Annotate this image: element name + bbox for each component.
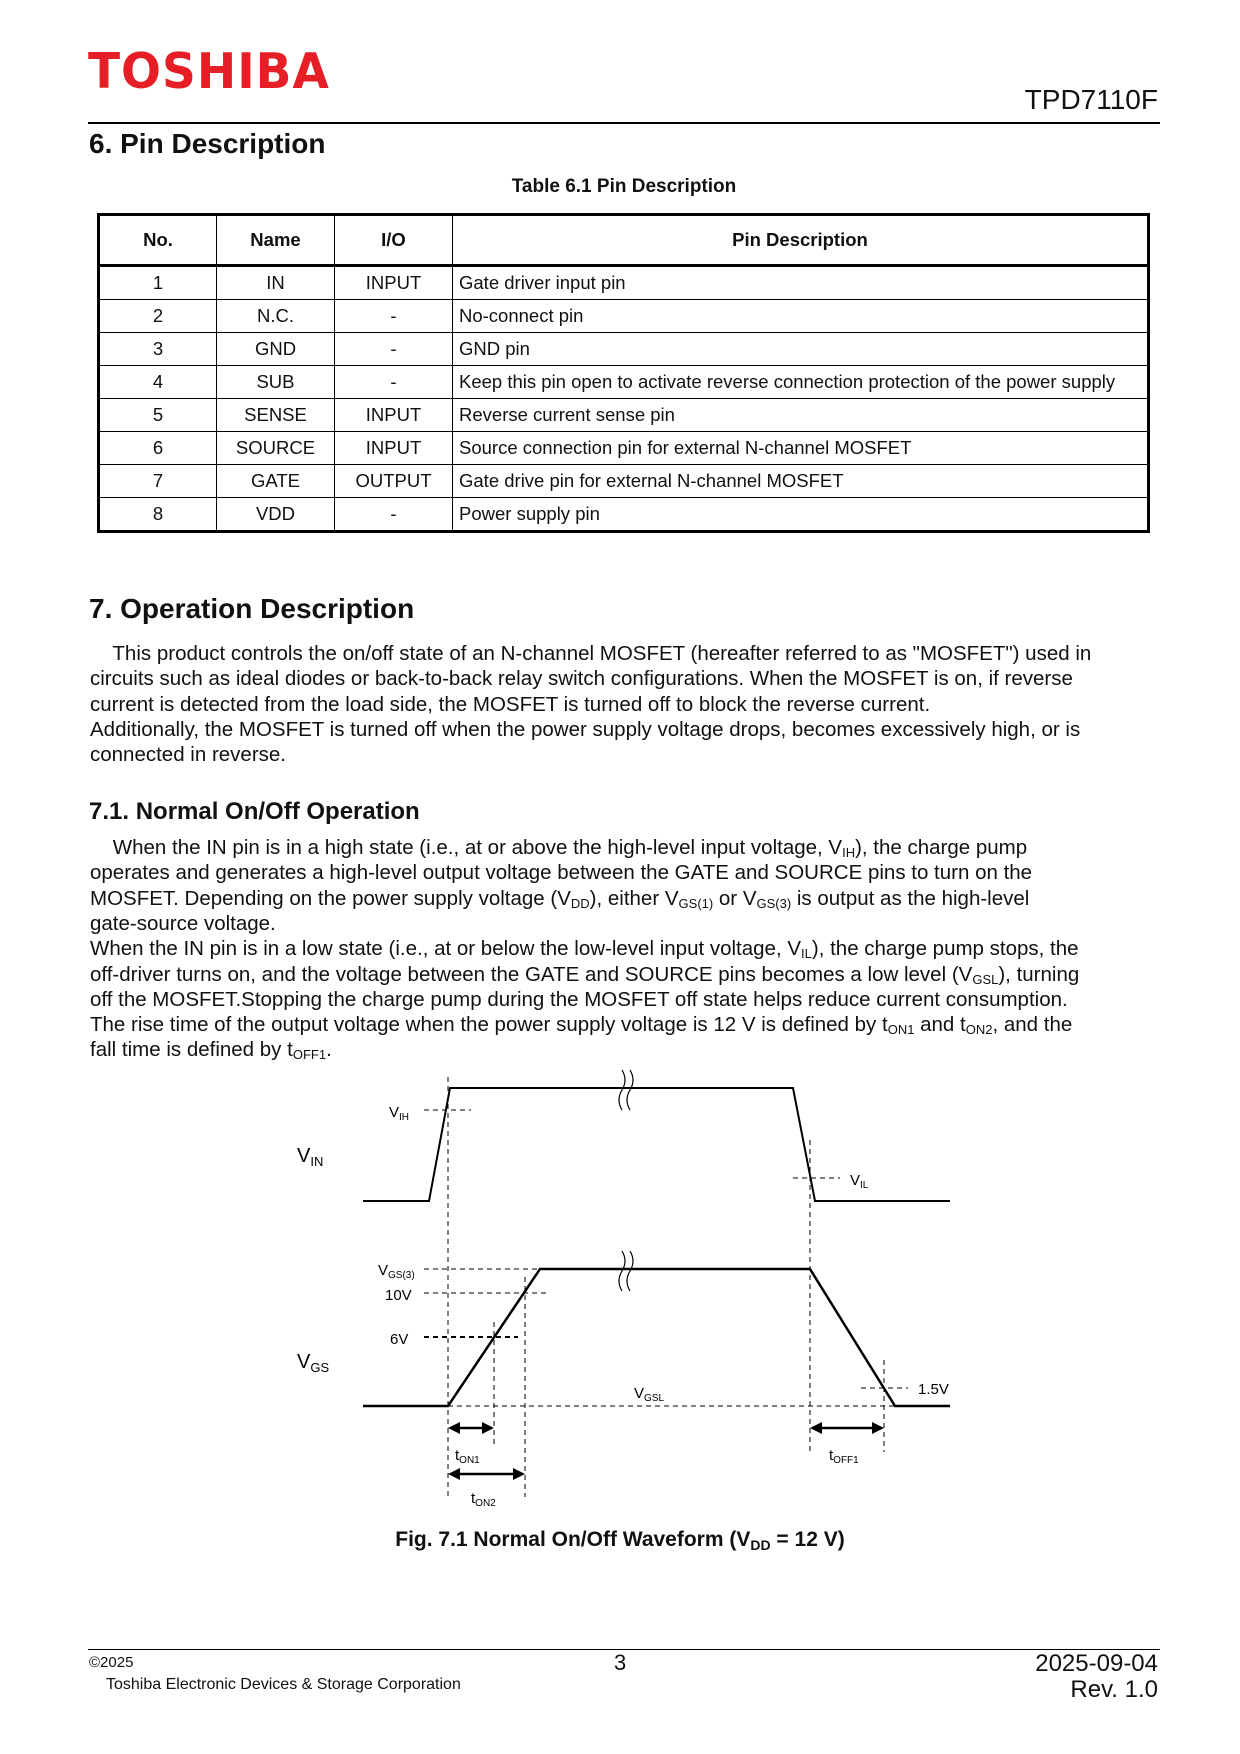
pin-number: 4: [99, 366, 217, 399]
pin-number: 5: [99, 399, 217, 432]
pin-number: 3: [99, 333, 217, 366]
text-segment: and t: [914, 1013, 966, 1037]
v15-label: 1.5V: [918, 1381, 949, 1398]
subscript: ON1: [887, 1022, 915, 1038]
pin-description: GND pin: [453, 333, 1149, 366]
part-number: TPD7110F: [1024, 84, 1158, 115]
pin-io: -: [335, 498, 453, 532]
timing-arrows: [454, 1428, 878, 1474]
text-segment: off-driver turns on, and the voltage between the GATE and SOURCE pins becomes a low level (V: [90, 962, 973, 986]
text-segment: ), the charge pump stops, the: [811, 937, 1079, 961]
v10-label: 10V: [385, 1287, 412, 1304]
text-segment: , and the: [992, 1013, 1073, 1037]
caption-text: Fig. 7.1 Normal On/Off Waveform (V: [395, 1528, 751, 1551]
text-segment: MOSFET. Depending on the power supply voltage (V: [90, 886, 571, 910]
text-segment: When the IN pin is in a low state (i.e., at or below the low-level input voltage, V: [90, 937, 802, 961]
col-header: I/O: [335, 215, 453, 266]
text-segment: connected in reverse.: [90, 743, 287, 767]
text-segment: ), the charge pump: [855, 836, 1028, 859]
pin-io: OUTPUT: [335, 465, 453, 498]
text-segment: current is detected from the load side, the MOSFET is turned off to block the reverse current.: [90, 692, 931, 716]
subscript: GS(1): [678, 895, 714, 911]
caption-text: = 12 V): [770, 1528, 845, 1551]
vgs-label: $V_{GS}$: [297, 1351, 330, 1375]
vin-label: $V_{IN}$: [297, 1145, 324, 1169]
subscript: ON2: [965, 1022, 993, 1038]
pin-io: INPUT: [335, 432, 453, 465]
copyright: ©2025: [89, 1654, 134, 1671]
pin-number: 1: [99, 266, 217, 300]
text-segment: This product controls the on/off state of an N-channel MOSFET (hereafter referred to as "MOSFET") used in: [90, 642, 1092, 665]
pin-number: 8: [99, 498, 217, 532]
subscript: IH: [842, 845, 856, 860]
pin-name: GND: [217, 333, 335, 366]
pin-description: Power supply pin: [453, 498, 1149, 532]
pin-number: 6: [99, 432, 217, 465]
text-segment: Additionally, the MOSFET is turned off when the power supply voltage drops, becomes excessively high, or is: [90, 717, 1081, 741]
vil-label: $V_{IL}$: [850, 1172, 869, 1191]
toff1-label: $t_{OFF1}$: [829, 1447, 859, 1466]
pin-name: N.C.: [217, 300, 335, 333]
pin-description: Keep this pin open to activate reverse connection protection of the power supply: [453, 366, 1149, 399]
subscript: IL: [801, 946, 812, 962]
pin-name: SUB: [217, 366, 335, 399]
col-header: Pin Description: [453, 215, 1149, 266]
text-segment: ), turning: [998, 962, 1080, 986]
figure-caption: [0, 1528, 1240, 1553]
ton1-label: $t_{ON1}$: [455, 1447, 480, 1466]
vgsl-label: $V_{GSL}$: [634, 1385, 665, 1404]
text-segment: .: [326, 1038, 332, 1062]
pin-io: INPUT: [335, 399, 453, 432]
revision: Rev. 1.0: [1070, 1676, 1158, 1703]
pin-description: Reverse current sense pin: [453, 399, 1149, 432]
subscript: GS(3): [756, 895, 792, 911]
document-date: 2025-09-04: [1035, 1650, 1158, 1677]
toshiba-logo: TOSHIBA: [88, 42, 330, 101]
company-name: Toshiba Electronic Devices & Storage Corporation: [106, 1676, 461, 1693]
break-marks: [619, 1070, 633, 1291]
text-segment: ), either V: [589, 886, 679, 910]
col-header: No.: [99, 215, 217, 266]
pin-io: -: [335, 333, 453, 366]
text-segment: gate-source voltage.: [90, 911, 276, 935]
vgs3-label: $V_{GS(3)}$: [378, 1262, 415, 1281]
pin-name: VDD: [217, 498, 335, 532]
text-segment: is output as the high-level: [791, 886, 1030, 910]
ton2-label: $t_{ON2}$: [471, 1490, 496, 1509]
subscript: GSL: [972, 971, 999, 987]
pin-io: -: [335, 300, 453, 333]
section-7-title: 7. Operation Description: [89, 593, 415, 624]
section-6-title: 6. Pin Description: [89, 128, 326, 159]
pin-name: GATE: [217, 465, 335, 498]
pin-name: SOURCE: [217, 432, 335, 465]
subscript: OFF1: [292, 1047, 327, 1063]
section-71-title: 7.1. Normal On/Off Operation: [89, 798, 420, 825]
table-caption: Table 6.1 Pin Description: [511, 176, 737, 197]
pin-description: Source connection pin for external N-channel MOSFET: [453, 432, 1149, 465]
caption-sub: DD: [750, 1537, 771, 1553]
text-segment: fall time is defined by t: [90, 1038, 293, 1062]
pin-description: Gate driver input pin: [453, 266, 1149, 300]
pin-name: SENSE: [217, 399, 335, 432]
text-segment: circuits such as ideal diodes or back-to-back relay switch configurations. When the MOSFET is on, if reverse: [90, 667, 1073, 691]
page-number: 3: [614, 1650, 627, 1675]
text-segment: operates and generates a high-level output voltage between the GATE and SOURCE pins to turn on the: [90, 861, 1033, 885]
pin-io: INPUT: [335, 266, 453, 300]
text-segment: When the IN pin is in a high state (i.e., at or above the high-level input voltage, V: [90, 836, 843, 859]
vih-label: $V_{IH}$: [389, 1104, 410, 1123]
pin-description: No-connect pin: [453, 300, 1149, 333]
pin-number: 7: [99, 465, 217, 498]
v6-label: 6V: [390, 1331, 409, 1348]
col-header: Name: [217, 215, 335, 266]
pin-name: IN: [217, 266, 335, 300]
pin-io: -: [335, 366, 453, 399]
pin-description: Gate drive pin for external N-channel MOSFET: [453, 465, 1149, 498]
text-segment: The rise time of the output voltage when the power supply voltage is 12 V is defined by t: [90, 1013, 888, 1037]
text-segment: or V: [713, 886, 757, 910]
pin-number: 2: [99, 300, 217, 333]
text-segment: off the MOSFET.Stopping the charge pump during the MOSFET off state helps reduce current consumption.: [90, 987, 1068, 1011]
subscript: DD: [570, 895, 590, 911]
